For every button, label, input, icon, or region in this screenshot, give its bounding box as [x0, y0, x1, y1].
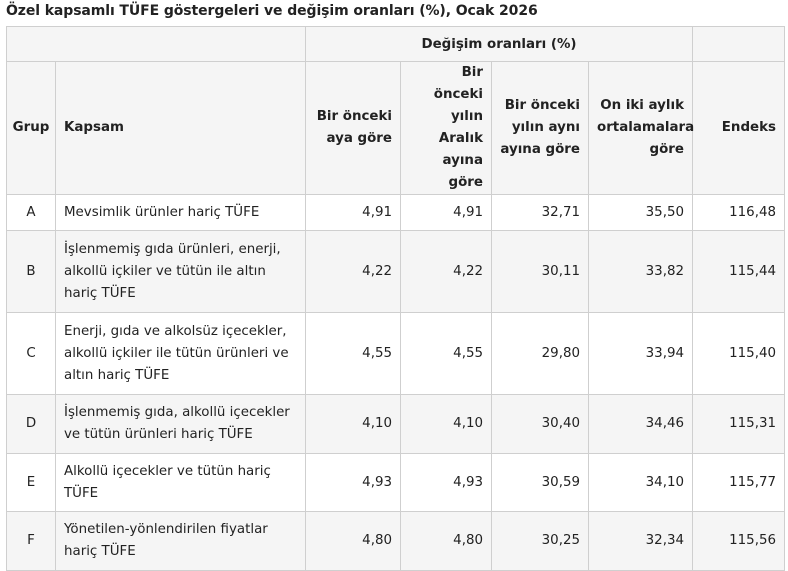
cell-annual: 30,40 — [492, 395, 589, 454]
cell-annual: 29,80 — [492, 313, 589, 395]
table-title: Özel kapsamlı TÜFE göstergeleri ve değişim oranları (%), Ocak 2026 — [6, 3, 538, 19]
cell-monthly: 4,55 — [306, 313, 401, 395]
cell-average: 33,82 — [589, 231, 693, 313]
cell-index: 115,31 — [693, 395, 785, 454]
table-row — [7, 231, 785, 313]
cell-index: 115,44 — [693, 231, 785, 313]
cell-grup: D — [7, 395, 56, 454]
cell-december: 4,10 — [401, 395, 492, 454]
cell-index: 116,48 — [693, 195, 785, 231]
cell-kapsam: Mevsimlik ürünler hariç TÜFE — [56, 195, 306, 231]
cell-december: 4,91 — [401, 195, 492, 231]
cell-average: 32,34 — [589, 512, 693, 571]
header-row-columns — [7, 62, 785, 195]
table-row — [7, 512, 785, 571]
cell-monthly: 4,91 — [306, 195, 401, 231]
cell-annual: 32,71 — [492, 195, 589, 231]
cell-grup: E — [7, 454, 56, 512]
cell-average: 34,10 — [589, 454, 693, 512]
cell-december: 4,55 — [401, 313, 492, 395]
header-index: Endeks — [693, 62, 785, 195]
cell-december: 4,93 — [401, 454, 492, 512]
cell-kapsam: Enerji, gıda ve alkolsüz içecekler, alkollü içkiler ile tütün ürünleri ve altın hariç TÜFE — [56, 313, 306, 395]
table-row — [7, 313, 785, 395]
header-change-rates: Değişim oranları (%) — [306, 27, 693, 62]
cell-annual: 30,59 — [492, 454, 589, 512]
cell-index: 115,56 — [693, 512, 785, 571]
cell-kapsam: Alkollü içecekler ve tütün hariç TÜFE — [56, 454, 306, 512]
cell-grup: F — [7, 512, 56, 571]
cell-index: 115,40 — [693, 313, 785, 395]
cell-monthly: 4,80 — [306, 512, 401, 571]
header-row-group — [7, 27, 785, 62]
cell-grup: A — [7, 195, 56, 231]
cell-kapsam: İşlenmemiş gıda, alkollü içecekler ve tütün ürünleri hariç TÜFE — [56, 395, 306, 454]
cell-monthly: 4,93 — [306, 454, 401, 512]
header-twelve-month-average: On iki aylık ortalamalara göre — [589, 62, 693, 195]
cell-monthly: 4,22 — [306, 231, 401, 313]
table-row — [7, 454, 785, 512]
header-blank-left — [7, 27, 306, 62]
table-row — [7, 195, 785, 231]
cell-december: 4,80 — [401, 512, 492, 571]
header-monthly: Bir önceki aya göre — [306, 62, 401, 195]
cell-kapsam: İşlenmemiş gıda ürünleri, enerji, alkollü içkiler ve tütün ile altın hariç TÜFE — [56, 231, 306, 313]
cell-annual: 30,25 — [492, 512, 589, 571]
cell-index: 115,77 — [693, 454, 785, 512]
table-row — [7, 395, 785, 454]
cell-grup: B — [7, 231, 56, 313]
cell-kapsam: Yönetilen-yönlendirilen fiyatlar hariç TÜFE — [56, 512, 306, 571]
cell-grup: C — [7, 313, 56, 395]
header-annual: Bir önceki yılın aynı ayına göre — [492, 62, 589, 195]
header-kapsam: Kapsam — [56, 62, 306, 195]
cell-monthly: 4,10 — [306, 395, 401, 454]
header-grup: Grup — [7, 62, 56, 195]
cell-average: 33,94 — [589, 313, 693, 395]
header-blank-right — [693, 27, 785, 62]
cell-average: 35,50 — [589, 195, 693, 231]
cell-annual: 30,11 — [492, 231, 589, 313]
cell-average: 34,46 — [589, 395, 693, 454]
cell-december: 4,22 — [401, 231, 492, 313]
cpi-table — [6, 26, 785, 571]
header-december: Bir önceki yılın Aralık ayına göre — [401, 62, 492, 195]
